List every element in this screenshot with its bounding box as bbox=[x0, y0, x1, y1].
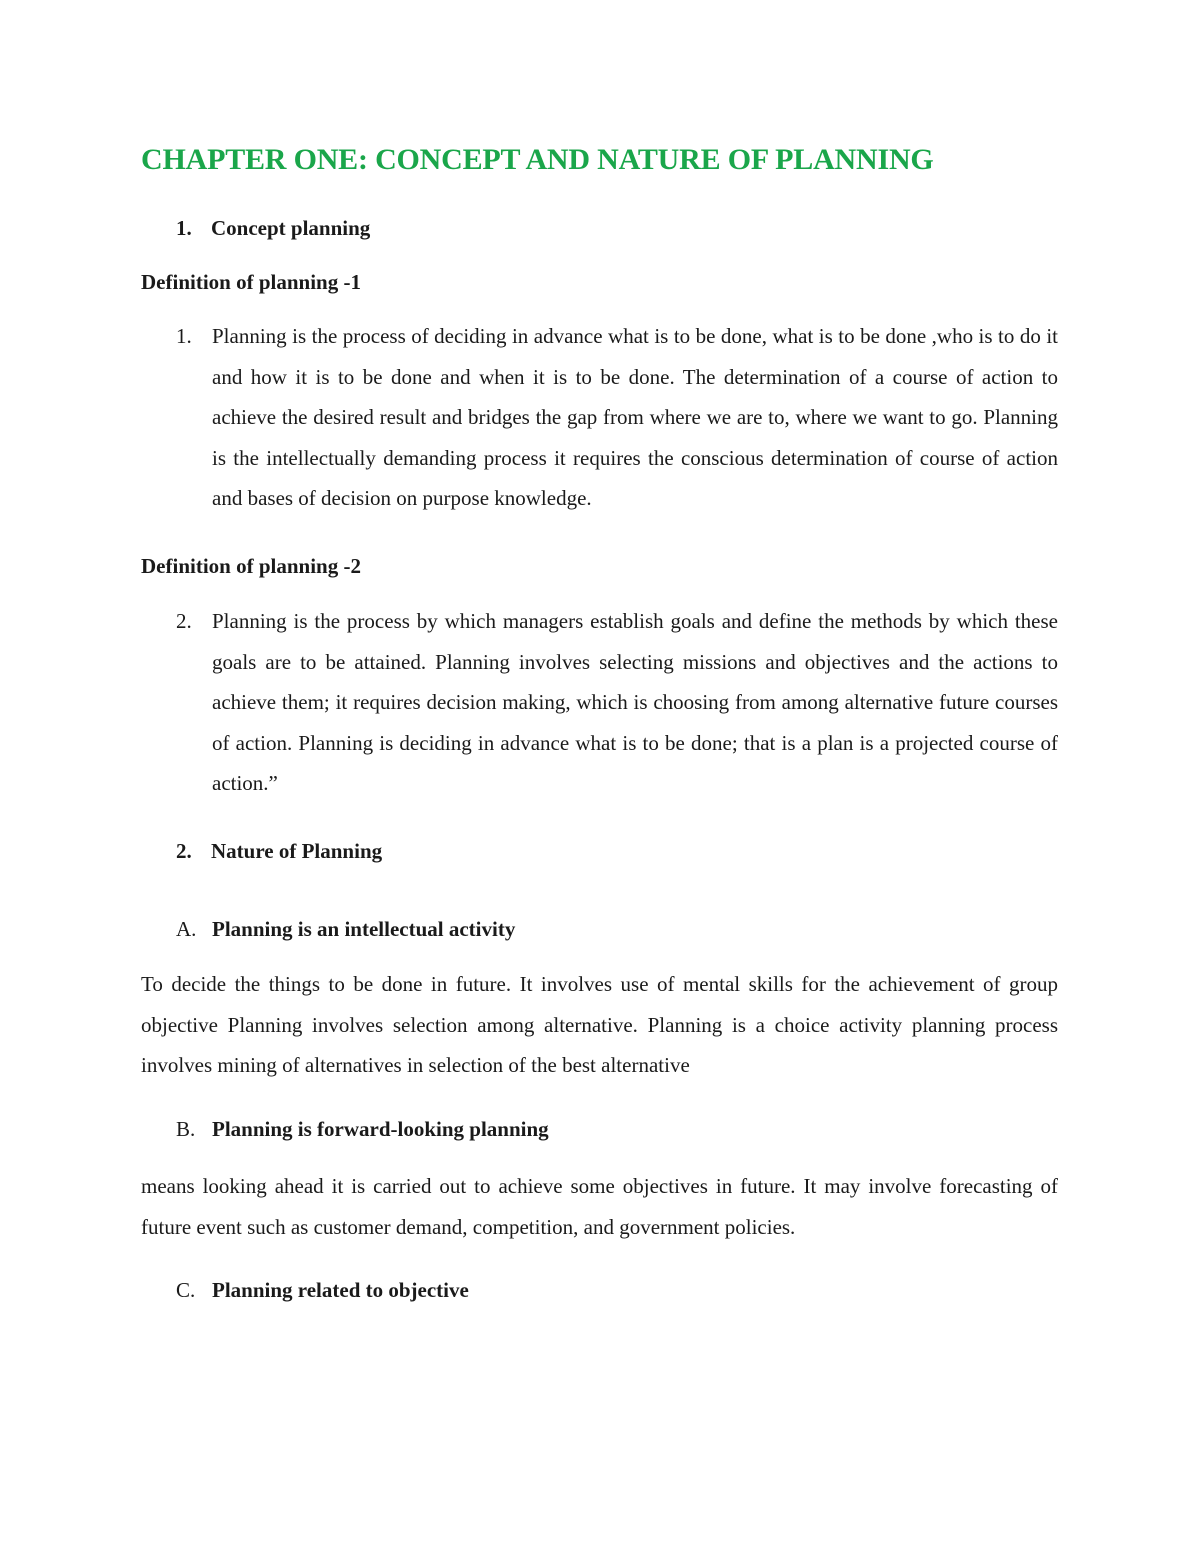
nature-item-text-b: means looking ahead it is carried out to achieve some objectives in future. It may involve forecasting of future event such as customer demand, competition, and government policies. bbox=[141, 1174, 1058, 1239]
definition-label-1: Definition of planning -1 bbox=[141, 270, 361, 294]
definition-item-1 bbox=[176, 316, 1058, 519]
definition-text-2: Planning is the process by which managers establish goals and define the methods by which these goals are to be attained. Planning involves selecting missions and objectives and the actions to achieve them; it requires decision making, which is choosing from among alternative future courses of action. Planning is deciding in advance what is to be done; that is a plan is a projected course of action.” bbox=[212, 609, 1058, 796]
section-heading-concept bbox=[176, 213, 370, 243]
definition-label-2: Definition of planning -2 bbox=[141, 554, 361, 578]
list-marker: 1. bbox=[176, 324, 192, 348]
definition-text-1: Planning is the process of deciding in advance what is to be done, what is to be done ,who is to do it and how it is to be done and when it is to be done. The determination of a course of action to achieve the desired result and bridges the gap from where we are to, where we want to go. Planning is the intellectually demanding process it requires the conscious determination of course of action and bases of decision on purpose knowledge. bbox=[212, 324, 1058, 511]
item-letter: A. bbox=[176, 917, 197, 941]
definition-item-2 bbox=[176, 601, 1058, 804]
nature-item-text-a: To decide the things to be done in future. It involves use of mental skills for the achievement of group objective Planning involves selection among alternative. Planning is a choice activity planning process involves mining of alternatives in selection of the best alternative bbox=[141, 972, 1058, 1078]
item-heading-text: Planning related to objective bbox=[212, 1278, 469, 1302]
nature-item-heading-a bbox=[176, 914, 515, 944]
section-heading-text: Concept planning bbox=[211, 216, 371, 240]
section-heading-nature bbox=[176, 836, 382, 866]
item-heading-text: Planning is an intellectual activity bbox=[212, 917, 516, 941]
section-number: 1. bbox=[176, 216, 192, 240]
item-heading-text: Planning is forward-looking planning bbox=[212, 1117, 549, 1141]
chapter-title: CHAPTER ONE: CONCEPT AND NATURE OF PLANNING bbox=[141, 143, 934, 176]
item-letter: C. bbox=[176, 1278, 196, 1302]
section-heading-text: Nature of Planning bbox=[211, 839, 383, 863]
item-letter: B. bbox=[176, 1117, 196, 1141]
nature-item-heading-b bbox=[176, 1114, 549, 1144]
list-marker: 2. bbox=[176, 609, 192, 633]
nature-item-heading-c bbox=[176, 1275, 469, 1305]
section-number: 2. bbox=[176, 839, 192, 863]
